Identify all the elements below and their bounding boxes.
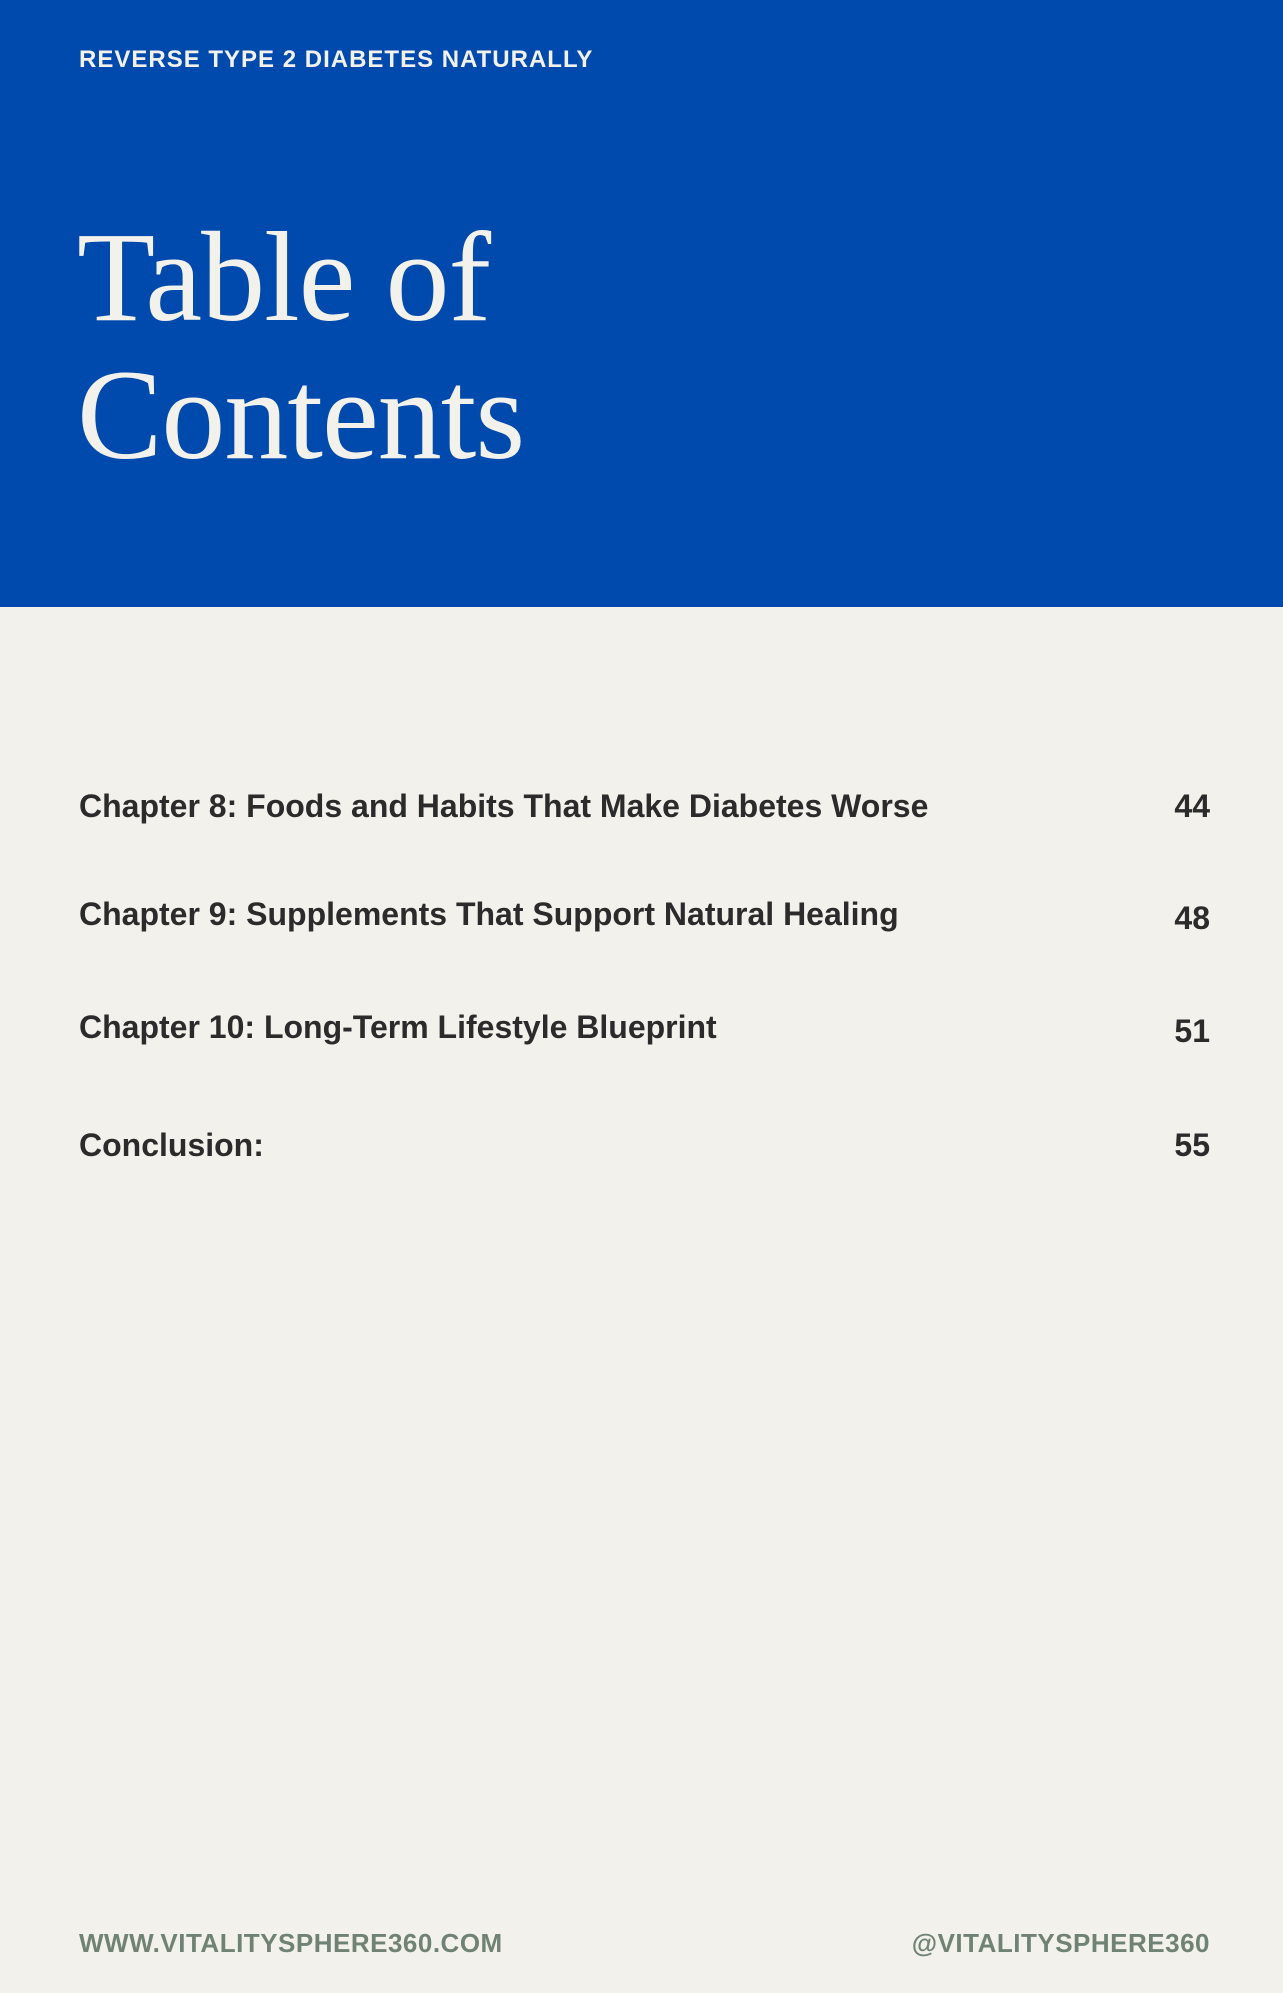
toc-entry[interactable] bbox=[79, 896, 1210, 940]
page-title bbox=[77, 208, 524, 484]
toc-entry-label: Conclusion: bbox=[79, 1127, 264, 1163]
toc-entry[interactable] bbox=[79, 788, 1210, 832]
toc-entry-page: 51 bbox=[1174, 1013, 1210, 1049]
page-title-line-1: Table of bbox=[77, 206, 491, 348]
toc-entry[interactable] bbox=[79, 1127, 1210, 1171]
toc-entry[interactable] bbox=[79, 1009, 1210, 1053]
toc-entry-label: Chapter 9: Supplements That Support Natural Healing bbox=[79, 896, 899, 932]
toc-entry-label: Chapter 10: Long-Term Lifestyle Blueprint bbox=[79, 1009, 717, 1045]
page-title-line-2: Contents bbox=[77, 344, 525, 486]
toc-entry-page: 48 bbox=[1174, 900, 1210, 936]
toc-entry-label: Chapter 8: Foods and Habits That Make Diabetes Worse bbox=[79, 788, 929, 824]
footer-social-handle[interactable]: @VITALITYSPHERE360 bbox=[911, 1928, 1210, 1958]
toc-entry-page: 44 bbox=[1174, 788, 1210, 824]
footer-website-link[interactable]: WWW.VITALITYSPHERE360.COM bbox=[79, 1928, 503, 1958]
header-banner bbox=[0, 0, 1283, 607]
book-title-kicker: REVERSE TYPE 2 DIABETES NATURALLY bbox=[79, 46, 594, 73]
toc-entry-page: 55 bbox=[1174, 1127, 1210, 1163]
